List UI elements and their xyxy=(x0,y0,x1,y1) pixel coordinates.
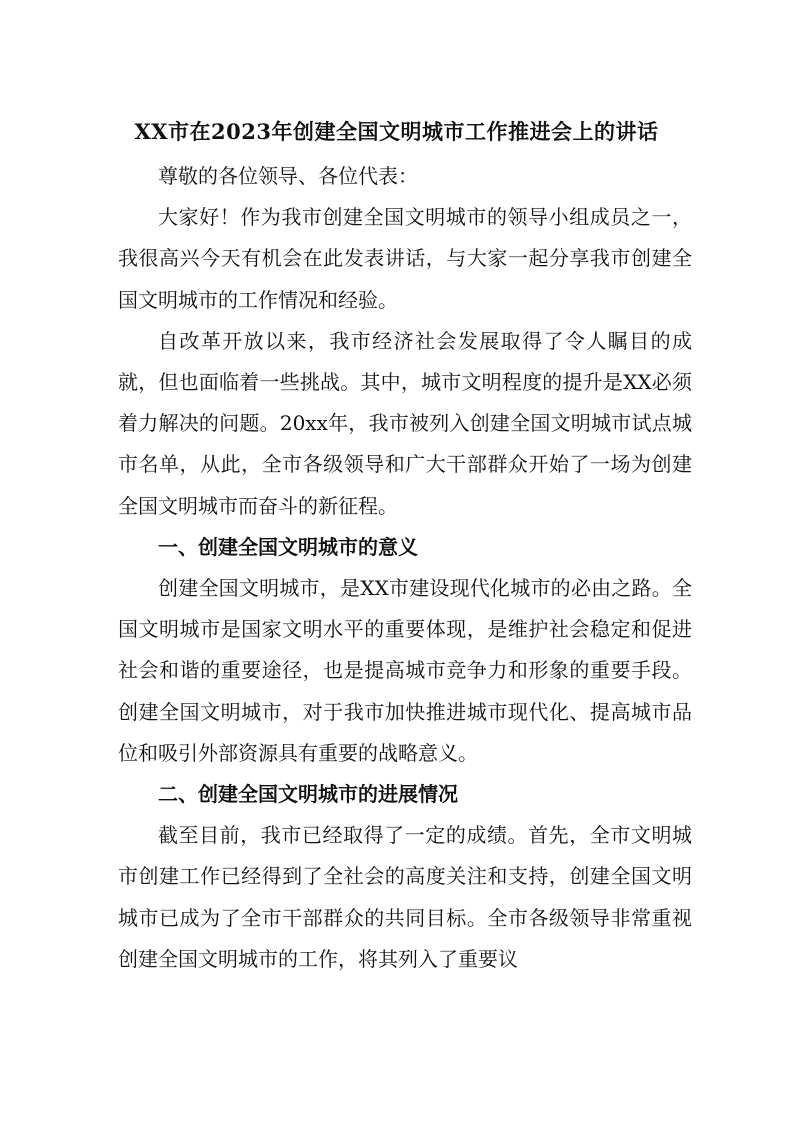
document-body xyxy=(118,156,692,980)
paragraph-progress: 截至目前，我市已经取得了一定的成绩。首先，全市文明城市创建工作已经得到了全社会的高度关注和支持，创建全国文明城市已成为了全市干部群众的共同目标。全市各级领导非常重视创建全国文明城市的工作，将其列入了重要议 xyxy=(118,823,692,971)
paragraph-significance: 创建全国文明城市，是XX市建设现代化城市的必由之路。全国文明城市是国家文明水平的重要体现，是维护社会稳定和促进社会和谐的重要途径，也是提高城市竞争力和形象的重要手段。创建全国文明城市，对于我市加快推进城市现代化、提高城市品位和吸引外部资源具有重要的战略意义。 xyxy=(118,576,692,765)
section-heading-progress: 二、创建全国文明城市的进展情况 xyxy=(158,782,458,807)
paragraph-background: 自改革开放以来，我市经济社会发展取得了令人瞩目的成就，但也面临着一些挑战。其中，城市文明程度的提升是XX必须着力解决的问题。20xx年，我市被列入创建全国文明城市试点城市名单，从此，全市各级领导和广大干部群众开始了一场为创建全国文明城市而奋斗的新征程。 xyxy=(118,328,692,518)
paragraph-greeting: 大家好！作为我市创建全国文明城市的领导小组成员之一，我很高兴今天有机会在此发表讲话，与大家一起分享我市创建全国文明城市的工作情况和经验。 xyxy=(118,205,692,312)
salutation: 尊敬的各位领导、各位代表： xyxy=(158,164,418,188)
document-title: XX市在2023年创建全国文明城市工作推进会上的讲话 xyxy=(134,119,659,144)
section-heading-significance: 一、创建全国文明城市的意义 xyxy=(158,534,418,559)
